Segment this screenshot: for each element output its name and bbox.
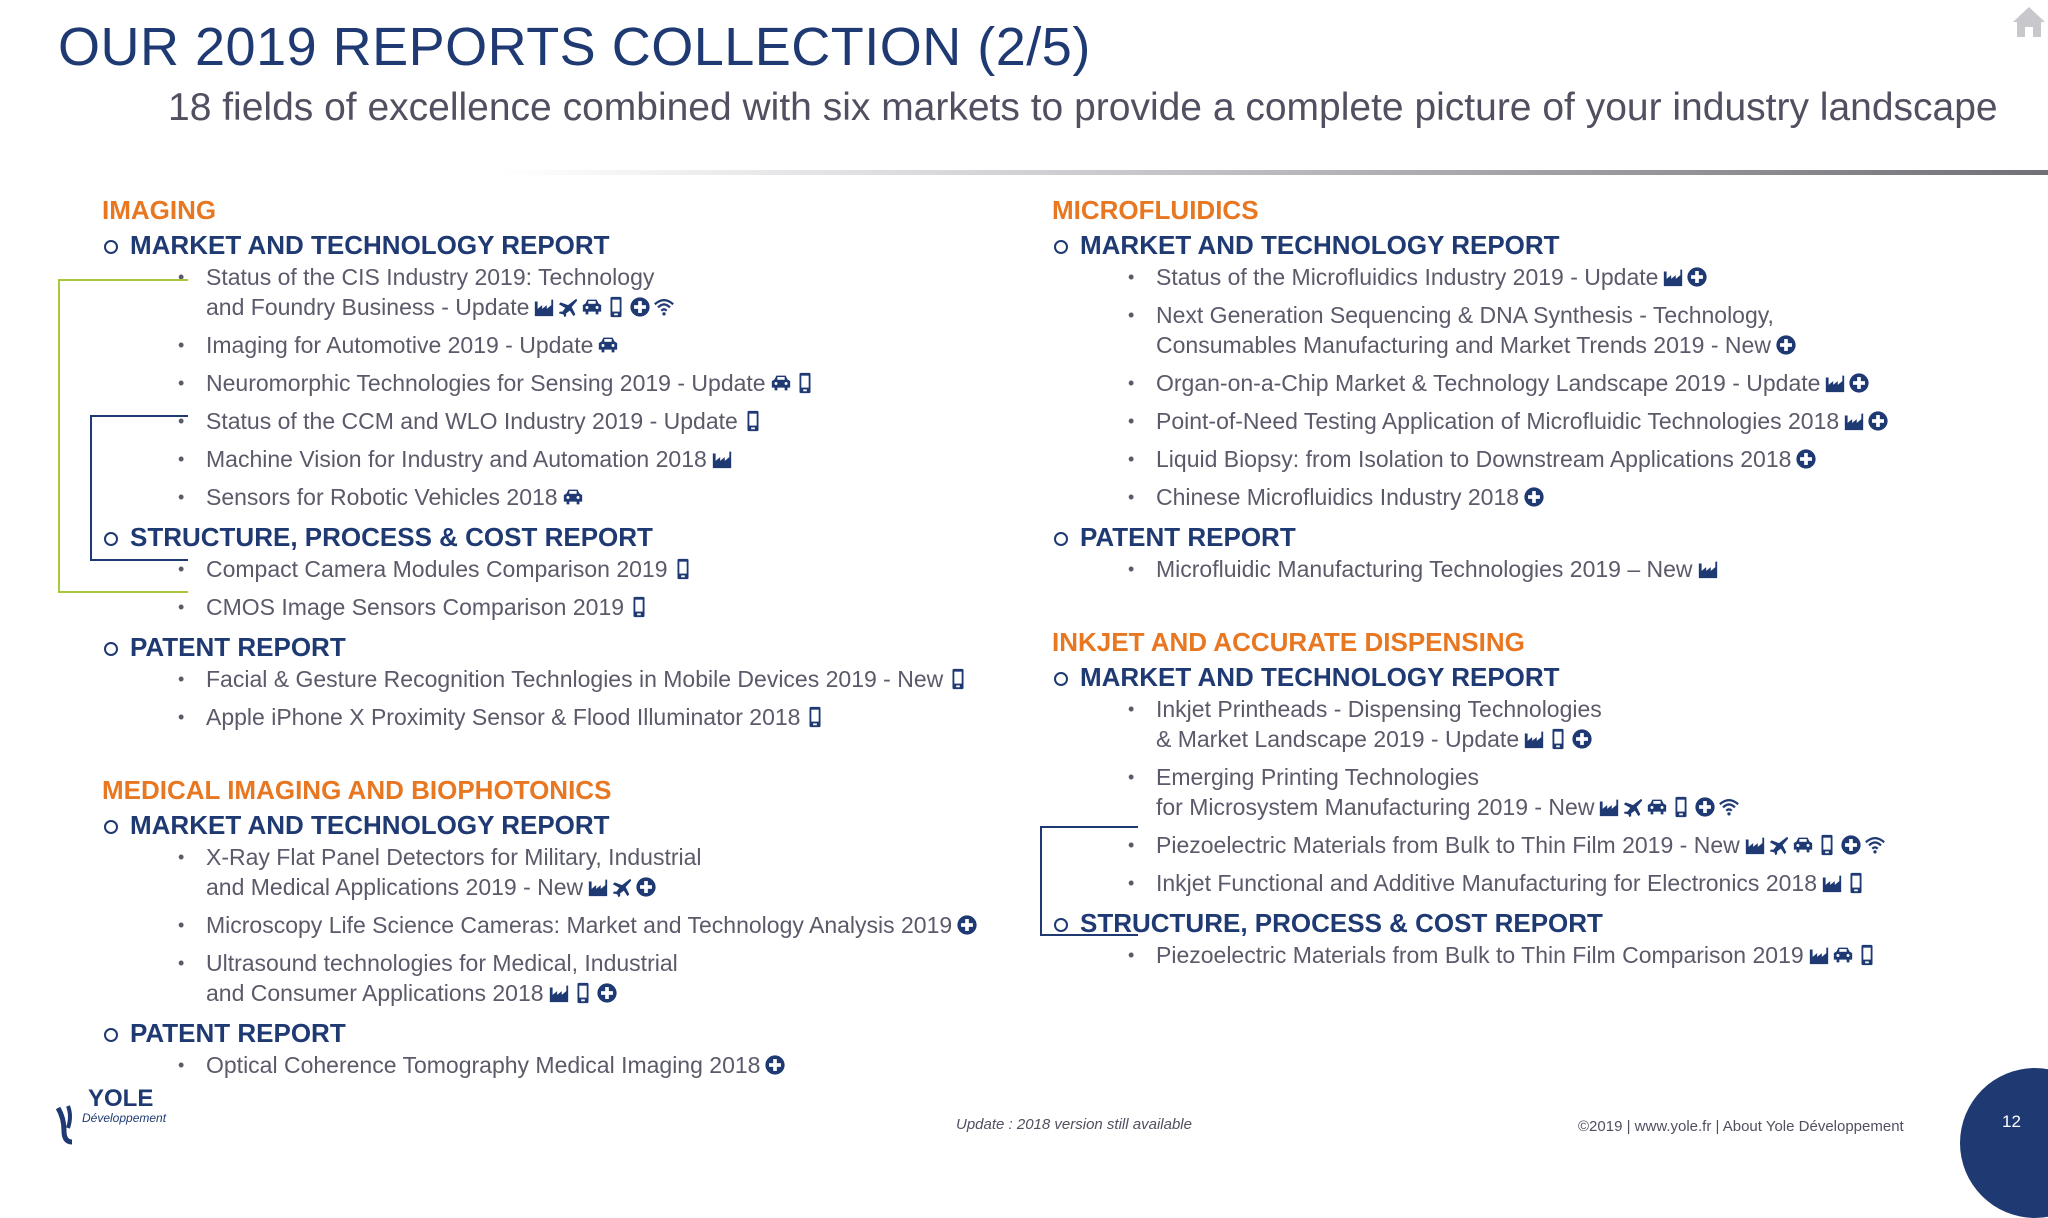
bullet-icon: • bbox=[178, 597, 185, 617]
industrial-icon bbox=[548, 983, 572, 1009]
report-item[interactable] bbox=[102, 592, 1022, 625]
medical-icon bbox=[1795, 449, 1819, 475]
mobile-icon bbox=[672, 559, 696, 585]
industrial-icon bbox=[1843, 411, 1867, 437]
report-title: Emerging Printing Technologies bbox=[1156, 764, 1480, 790]
aerospace-icon bbox=[557, 297, 581, 323]
telecom-icon bbox=[1718, 797, 1742, 823]
market-icons bbox=[562, 485, 586, 515]
report-title: Piezoelectric Materials from Bulk to Thin Film 2019 - New bbox=[1156, 832, 1740, 858]
medical-icon bbox=[596, 983, 620, 1009]
report-item[interactable] bbox=[1052, 940, 2032, 973]
report-title-line2: and Consumer Applications 2018 bbox=[206, 980, 544, 1006]
section-title-microfluidics: MICROFLUIDICS bbox=[1052, 195, 1259, 225]
report-title: Next Generation Sequencing & DNA Synthesis - Technology, bbox=[1156, 302, 1774, 328]
industrial-icon bbox=[1821, 873, 1845, 899]
medical-icon bbox=[764, 1055, 788, 1081]
report-type-heading bbox=[102, 630, 1022, 664]
mobile-icon bbox=[947, 669, 971, 695]
report-type-heading bbox=[102, 808, 1022, 842]
medical-icon bbox=[1523, 487, 1547, 513]
header-divider bbox=[500, 170, 2048, 175]
circle-bullet-icon bbox=[1054, 240, 1068, 254]
report-type-label: PATENT REPORT bbox=[130, 1018, 346, 1048]
market-icons bbox=[764, 1053, 788, 1083]
report-title: CMOS Image Sensors Comparison 2019 bbox=[206, 594, 625, 620]
bullet-icon: • bbox=[1128, 945, 1135, 965]
report-title: Status of the CIS Industry 2019: Technology bbox=[206, 264, 655, 290]
bullet-icon: • bbox=[178, 487, 185, 507]
report-item[interactable] bbox=[102, 1050, 1022, 1083]
mobile-icon bbox=[1816, 835, 1840, 861]
report-item[interactable] bbox=[102, 702, 1022, 735]
market-icons bbox=[628, 595, 652, 625]
market-icons bbox=[672, 557, 696, 587]
market-icons bbox=[1808, 943, 1880, 973]
report-item[interactable] bbox=[102, 444, 1022, 477]
automotive-icon bbox=[597, 335, 621, 361]
bullet-icon: • bbox=[178, 915, 185, 935]
report-item[interactable] bbox=[102, 948, 1022, 1011]
mobile-icon bbox=[742, 411, 766, 437]
report-title-line2: and Foundry Business - Update bbox=[206, 294, 530, 320]
report-title: Organ-on-a-Chip Market & Technology Landscape 2019 - Update bbox=[1156, 370, 1821, 396]
report-title-line2: and Medical Applications 2019 - New bbox=[206, 874, 584, 900]
market-icons bbox=[1824, 371, 1872, 401]
section-title-inkjet-and-accurate-dispensing: INKJET AND ACCURATE DISPENSING bbox=[1052, 627, 1525, 657]
report-type-label: STRUCTURE, PROCESS & COST REPORT bbox=[130, 522, 653, 552]
automotive-icon bbox=[1832, 945, 1856, 971]
market-icons bbox=[548, 981, 620, 1011]
report-title: Ultrasound technologies for Medical, Industrial bbox=[206, 950, 678, 976]
yole-logo bbox=[54, 1076, 194, 1146]
mobile-icon bbox=[628, 597, 652, 623]
market-icons bbox=[804, 705, 828, 735]
bullet-icon: • bbox=[1128, 373, 1135, 393]
bullet-icon: • bbox=[178, 411, 185, 431]
report-type-heading bbox=[1052, 660, 2032, 694]
page-title: OUR 2019 REPORTS COLLECTION (2/5) bbox=[58, 17, 1091, 77]
report-title: Facial & Gesture Recognition Technlogies in Mobile Devices 2019 - New bbox=[206, 666, 944, 692]
report-type-label: MARKET AND TECHNOLOGY REPORT bbox=[1080, 230, 1560, 260]
bullet-icon: • bbox=[178, 953, 185, 973]
industrial-icon bbox=[1662, 267, 1686, 293]
market-icons bbox=[1697, 557, 1721, 587]
medical-icon bbox=[1848, 373, 1872, 399]
bullet-icon: • bbox=[1128, 267, 1135, 287]
industrial-icon bbox=[711, 449, 735, 475]
report-type-heading bbox=[102, 228, 1022, 262]
mobile-icon bbox=[605, 297, 629, 323]
bullet-icon: • bbox=[1128, 699, 1135, 719]
bullet-icon: • bbox=[1128, 305, 1135, 325]
report-title: Optical Coherence Tomography Medical Imaging 2018 bbox=[206, 1052, 761, 1078]
section-title-medical-imaging-and-biophotonics: MEDICAL IMAGING AND BIOPHOTONICS bbox=[102, 775, 612, 805]
section-title-imaging: IMAGING bbox=[102, 195, 217, 225]
bullet-icon: • bbox=[178, 669, 185, 689]
report-item[interactable] bbox=[102, 406, 1022, 439]
report-item[interactable] bbox=[102, 262, 1022, 325]
aerospace-icon bbox=[611, 877, 635, 903]
report-title: Inkjet Printheads - Dispensing Technologies bbox=[1156, 696, 1602, 722]
bullet-icon: • bbox=[178, 1055, 185, 1075]
report-type-label: MARKET AND TECHNOLOGY REPORT bbox=[1080, 662, 1560, 692]
report-item[interactable] bbox=[1052, 868, 2032, 901]
automotive-icon bbox=[1792, 835, 1816, 861]
right-column bbox=[1052, 192, 2032, 978]
report-item[interactable] bbox=[102, 842, 1022, 905]
report-title: Microscopy Life Science Cameras: Market and Technology Analysis 2019 bbox=[206, 912, 953, 938]
medical-icon bbox=[1571, 729, 1595, 755]
report-type-label: STRUCTURE, PROCESS & COST REPORT bbox=[1080, 908, 1603, 938]
mobile-icon bbox=[794, 373, 818, 399]
industrial-icon bbox=[1808, 945, 1832, 971]
report-item[interactable] bbox=[102, 910, 1022, 943]
market-icons bbox=[742, 409, 766, 439]
mobile-icon bbox=[572, 983, 596, 1009]
report-title: Imaging for Automotive 2019 - Update bbox=[206, 332, 594, 358]
aerospace-icon bbox=[1622, 797, 1646, 823]
left-column bbox=[102, 192, 1022, 1088]
report-item[interactable] bbox=[1052, 762, 2032, 825]
medical-icon bbox=[1840, 835, 1864, 861]
report-title-line2: for Microsystem Manufacturing 2019 - New bbox=[1156, 794, 1595, 820]
market-icons bbox=[770, 371, 818, 401]
industrial-icon bbox=[1824, 373, 1848, 399]
bracket-ccm-to-ccm-comparison bbox=[90, 415, 188, 561]
report-title: Chinese Microfluidics Industry 2018 bbox=[1156, 484, 1520, 510]
circle-bullet-icon bbox=[104, 240, 118, 254]
report-type-heading bbox=[1052, 906, 2032, 940]
industrial-icon bbox=[1523, 729, 1547, 755]
report-title: Status of the CCM and WLO Industry 2019 - Update bbox=[206, 408, 738, 434]
bullet-icon: • bbox=[178, 267, 185, 287]
report-item[interactable] bbox=[102, 664, 1022, 697]
bullet-icon: • bbox=[1128, 767, 1135, 787]
report-item[interactable] bbox=[1052, 406, 2032, 439]
report-item[interactable] bbox=[102, 368, 1022, 401]
bullet-icon: • bbox=[178, 449, 185, 469]
market-icons bbox=[1662, 265, 1710, 295]
report-type-label: MARKET AND TECHNOLOGY REPORT bbox=[130, 230, 610, 260]
bracket-piezo-to-piezo-comparison bbox=[1040, 826, 1138, 936]
report-title: Piezoelectric Materials from Bulk to Thin Film Comparison 2019 bbox=[1156, 942, 1804, 968]
telecom-icon bbox=[1864, 835, 1888, 861]
circle-bullet-icon bbox=[104, 1028, 118, 1042]
report-item[interactable] bbox=[1052, 444, 2032, 477]
bullet-icon: • bbox=[178, 847, 185, 867]
report-item[interactable] bbox=[1052, 482, 2032, 515]
bullet-icon: • bbox=[1128, 873, 1135, 893]
page-number-badge bbox=[1960, 1068, 2048, 1218]
bullet-icon: • bbox=[1128, 487, 1135, 507]
medical-icon bbox=[1694, 797, 1718, 823]
mobile-icon bbox=[1845, 873, 1869, 899]
bullet-icon: • bbox=[178, 373, 185, 393]
mobile-icon bbox=[1547, 729, 1571, 755]
bullet-icon: • bbox=[178, 559, 185, 579]
report-title: Point-of-Need Testing Application of Microfluidic Technologies 2018 bbox=[1156, 408, 1840, 434]
medical-icon bbox=[629, 297, 653, 323]
bullet-icon: • bbox=[1128, 449, 1135, 469]
svg-text:YOLE: YOLE bbox=[88, 1085, 154, 1112]
report-title: X-Ray Flat Panel Detectors for Military, Industrial bbox=[206, 844, 702, 870]
market-icons bbox=[711, 447, 735, 477]
industrial-icon bbox=[1697, 559, 1721, 585]
report-type-label: MARKET AND TECHNOLOGY REPORT bbox=[130, 810, 610, 840]
report-title: Apple iPhone X Proximity Sensor & Flood Illuminator 2018 bbox=[206, 704, 801, 730]
bullet-icon: • bbox=[1128, 411, 1135, 431]
report-title: Sensors for Robotic Vehicles 2018 bbox=[206, 484, 558, 510]
report-type-label: PATENT REPORT bbox=[1080, 522, 1296, 552]
industrial-icon bbox=[1598, 797, 1622, 823]
report-title: Liquid Biopsy: from Isolation to Downstream Applications 2018 bbox=[1156, 446, 1792, 472]
circle-bullet-icon bbox=[1054, 532, 1068, 546]
market-icons bbox=[1795, 447, 1819, 477]
report-item[interactable] bbox=[1052, 262, 2032, 295]
medical-icon bbox=[1867, 411, 1891, 437]
svg-text:Développement: Développement bbox=[82, 1111, 167, 1125]
update-footnote: Update : 2018 version still available bbox=[956, 1116, 1192, 1133]
automotive-icon bbox=[1646, 797, 1670, 823]
copyright-footer[interactable]: ©2019 | www.yole.fr | About Yole Développement bbox=[1578, 1118, 1904, 1135]
report-item[interactable] bbox=[1052, 300, 2032, 363]
report-type-heading bbox=[1052, 228, 2032, 262]
market-icons bbox=[1744, 833, 1888, 863]
market-icons bbox=[947, 667, 971, 697]
report-type-label: PATENT REPORT bbox=[130, 632, 346, 662]
automotive-icon bbox=[581, 297, 605, 323]
industrial-icon bbox=[1744, 835, 1768, 861]
report-title: Compact Camera Modules Comparison 2019 bbox=[206, 556, 668, 582]
report-title-line2: Consumables Manufacturing and Market Trends 2019 - New bbox=[1156, 332, 1771, 358]
report-title: Machine Vision for Industry and Automation 2018 bbox=[206, 446, 707, 472]
market-icons bbox=[533, 295, 677, 325]
report-type-heading bbox=[102, 1016, 1022, 1050]
industrial-icon bbox=[587, 877, 611, 903]
report-item[interactable] bbox=[1052, 830, 2032, 863]
industrial-icon bbox=[533, 297, 557, 323]
automotive-icon bbox=[562, 487, 586, 513]
market-icons bbox=[1598, 795, 1742, 825]
page-number: 12 bbox=[2002, 1112, 2021, 1131]
bullet-icon: • bbox=[178, 335, 185, 355]
mobile-icon bbox=[804, 707, 828, 733]
medical-icon bbox=[1686, 267, 1710, 293]
automotive-icon bbox=[770, 373, 794, 399]
market-icons bbox=[1843, 409, 1891, 439]
market-icons bbox=[587, 875, 659, 905]
circle-bullet-icon bbox=[1054, 672, 1068, 686]
market-icons bbox=[956, 913, 980, 943]
bullet-icon: • bbox=[1128, 835, 1135, 855]
report-title: Neuromorphic Technologies for Sensing 2019 - Update bbox=[206, 370, 766, 396]
circle-bullet-icon bbox=[104, 820, 118, 834]
report-item[interactable] bbox=[102, 554, 1022, 587]
report-item[interactable] bbox=[102, 482, 1022, 515]
medical-icon bbox=[1775, 335, 1799, 361]
market-icons bbox=[1821, 871, 1869, 901]
report-type-heading bbox=[1052, 520, 2032, 554]
market-icons bbox=[1523, 485, 1547, 515]
telecom-icon bbox=[653, 297, 677, 323]
medical-icon bbox=[956, 915, 980, 941]
report-item[interactable] bbox=[102, 330, 1022, 363]
mobile-icon bbox=[1856, 945, 1880, 971]
bullet-icon: • bbox=[178, 707, 185, 727]
report-title-line2: & Market Landscape 2019 - Update bbox=[1156, 726, 1520, 752]
report-title: Inkjet Functional and Additive Manufacturing for Electronics 2018 bbox=[1156, 870, 1817, 896]
bullet-icon: • bbox=[1128, 559, 1135, 579]
circle-bullet-icon bbox=[104, 642, 118, 656]
market-icons bbox=[1775, 333, 1799, 363]
report-item[interactable] bbox=[1052, 694, 2032, 757]
report-type-heading bbox=[102, 520, 1022, 554]
aerospace-icon bbox=[1768, 835, 1792, 861]
mobile-icon bbox=[1670, 797, 1694, 823]
home-icon[interactable] bbox=[2010, 4, 2048, 40]
medical-icon bbox=[635, 877, 659, 903]
page-subtitle: 18 fields of excellence combined with six markets to provide a complete picture of your industry landscape bbox=[168, 86, 1998, 129]
report-item[interactable] bbox=[1052, 368, 2032, 401]
market-icons bbox=[597, 333, 621, 363]
report-title: Status of the Microfluidics Industry 2019 - Update bbox=[1156, 264, 1659, 290]
report-title: Microfluidic Manufacturing Technologies 2019 – New bbox=[1156, 556, 1693, 582]
market-icons bbox=[1523, 727, 1595, 757]
report-item[interactable] bbox=[1052, 554, 2032, 587]
